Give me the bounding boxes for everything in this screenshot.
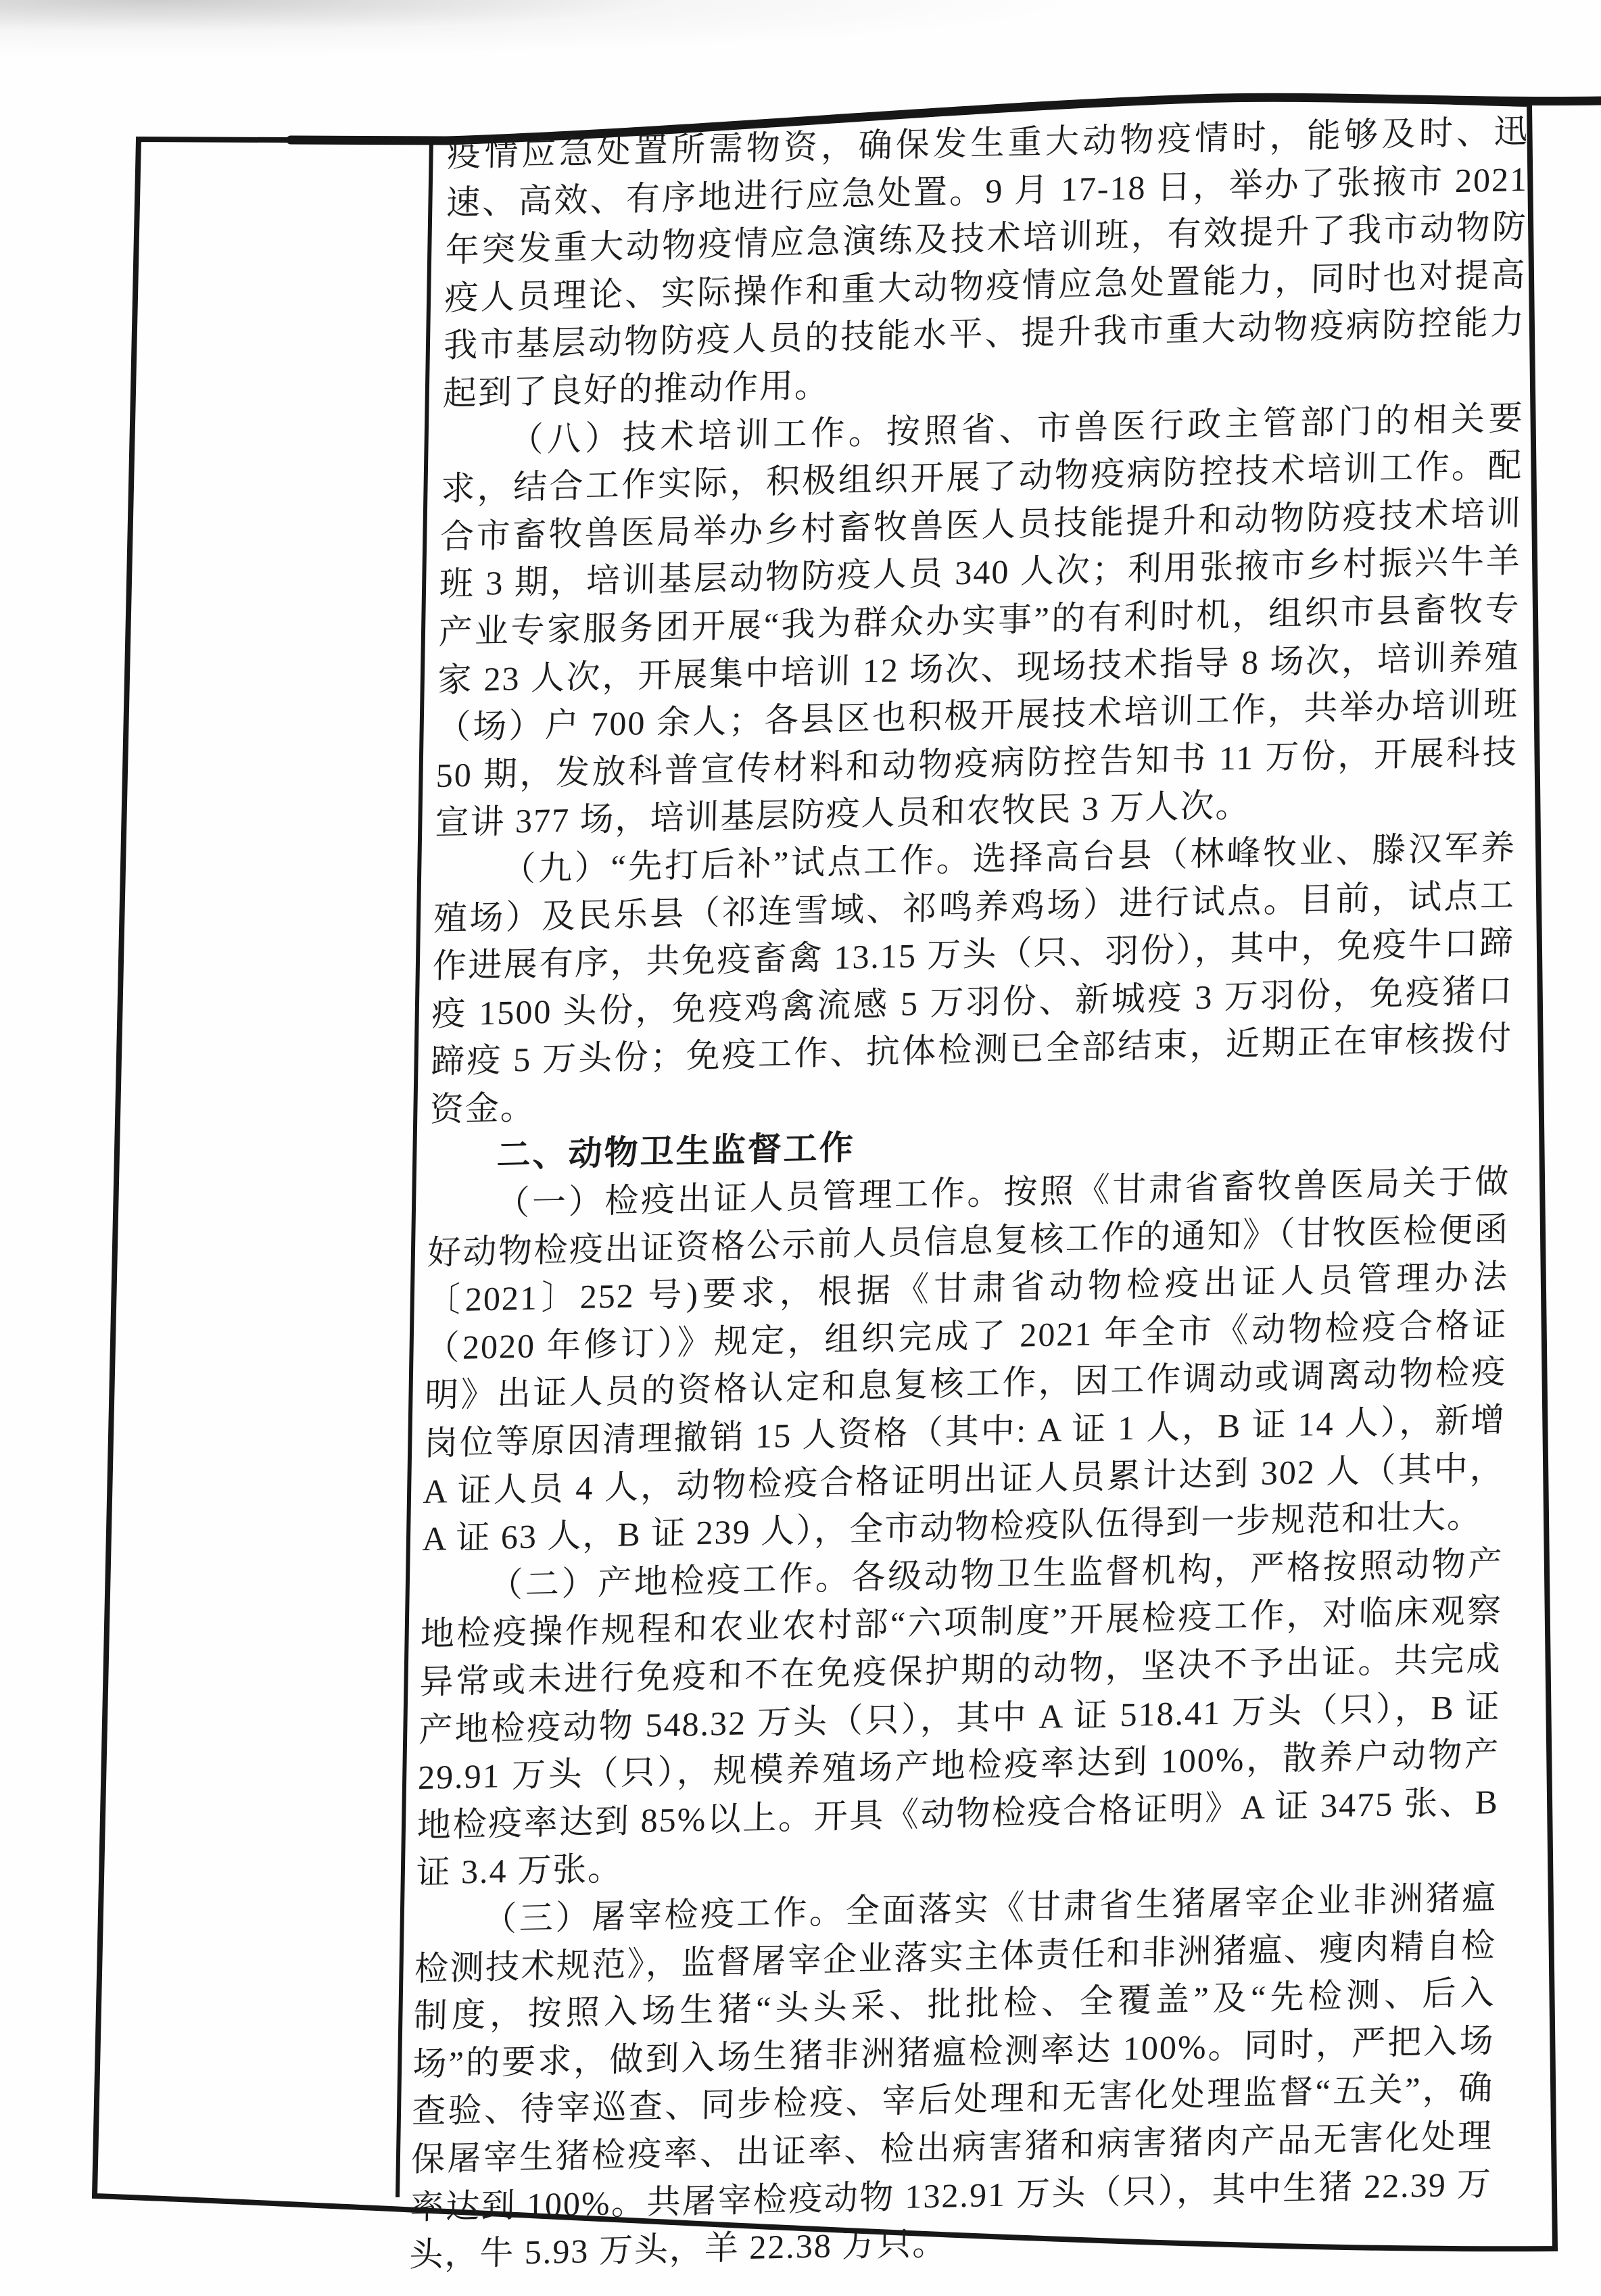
paragraph-item-1-certifier-management: （一）检疫出证人员管理工作。按照《甘肃省畜牧兽医局关于做好动物检疫出证资格公示前人员信息复核工作的通知》（甘牧医检便函〔2021〕252 号)要求，根据《甘肃省动物检疫出证人员管理办法（2020 年修订）》规定，组织完成了 2021 年全市《动物检疫合格证明》出证人员的资格认定和息复核工作，因工作调动或调离动物检疫岗位等原因清理撤销 15 人资格（其中: A 证 1 人，B 证 14 人），新增 A 证人员 4 人，动物检疫合格证明出证人员累计达到 302 人（其中，A 证 63 人，B 证 239 人），全市动物检疫队伍得到一步规范和壮大。: [422, 1162, 1510, 1558]
table-left-column-empty: [101, 142, 419, 2184]
paragraph-item-9-pilot-work: （九）“先打后补”试点工作。选择高台县（林峰牧业、滕汉军养殖场）及民乐县（祁连雪域、祁鸣养鸡场）进行试点。目前，试点工作进展有序，共免疫畜禽 13.15 万头（只、羽份），其中，免疫牛口蹄疫 1500 头份，免疫鸡禽流感 5 万羽份、新城疫 3 万羽份，免疫猪口蹄疫 5 万头份；免疫工作、抗体检测已全部结束，近期正在审核拨付资金。: [429, 828, 1516, 1128]
paragraph-item-2-origin-quarantine: （二）产地检疫工作。各级动物卫生监督机构，严格按照动物产地检疫操作规程和农业农村部“六项制度”开展检疫工作，对临床观察异常或未进行免疫和不在免疫保护期的动物，坚决不予出证。共完成产地检疫动物 548.32 万头（只），其中 A 证 518.41 万头（只），B 证 29.91 万头（只），规模养殖场产地检疫率达到 100%，散养户动物产地检疫率达到 85%以上。开具《动物检疫合格证明》A 证 3475 张、B 证 3.4 万张。: [416, 1544, 1504, 1892]
paragraph-item-3-slaughter-quarantine: （三）屠宰检疫工作。全面落实《甘肃省生猪屠宰企业非洲猪瘟检测技术规范》，监督屠宰企业落实主体责任和非洲猪瘟、瘦肉精自检制度，按照入场生猪“头头采、批批检、全覆盖”及“先检测、后入场”的要求，做到入场生猪非洲猪瘟检测率达 100%。同时，严把入场查验、待宰巡查、同步检疫、宰后处理和无害化处理监督“五关”，确保屠宰生猪检疫率、出证率、检出病害猪和病害猪肉产品无害化处理率达到 100%。共屠宰检疫动物 132.91 万头（只），其中生猪 22.39 万头，牛 5.93 万头，羊 22.38 万只。: [408, 1878, 1498, 2274]
section-heading-animal-health-supervision: 二、动物卫生监督工作: [496, 1128, 856, 1175]
table-text-column: [409, 107, 1529, 2279]
paragraph-item-8-technical-training: （八）技术培训工作。按照省、市兽医行政主管部门的相关要求，结合工作实际，积极组织开展了动物疫病防控技术培训工作。配合市畜牧兽医局举办乡村畜牧兽医人员技能提升和动物防疫技术培训班 3 期，培训基层动物防疫人员 340 人次；利用张掖市乡村振兴牛羊产业专家服务团开展“我为群众办实事”的有利时机，组织市县畜牧专家 23 人次，开展集中培训 12 场次、现场技术指导 8 场次，培训养殖（场）户 700 余人；各县区也积极开展技术培训工作，共举办培训班 50 期，发放科普宣传材料和动物疫病防控告知书 11 万份，开展科技宣讲 377 场，培训基层防疫人员和农牧民 3 万人次。: [435, 398, 1525, 842]
paragraph-emergency-response-continuation: 疫情应急处置所需物资，确保发生重大动物疫情时，能够及时、迅速、高效、有序地进行应急处置。9 月 17-18 日，举办了张掖市 2021 年突发重大动物疫情应急演练及技术培训班，有效提升了我市动物防疫人员理论、实际操作和重大动物疫情应急处置能力，同时也对提高我市基层动物防疫人员的技能水平、提升我市重大动物疫病防控能力起到了良好的推动作用。: [442, 112, 1529, 412]
